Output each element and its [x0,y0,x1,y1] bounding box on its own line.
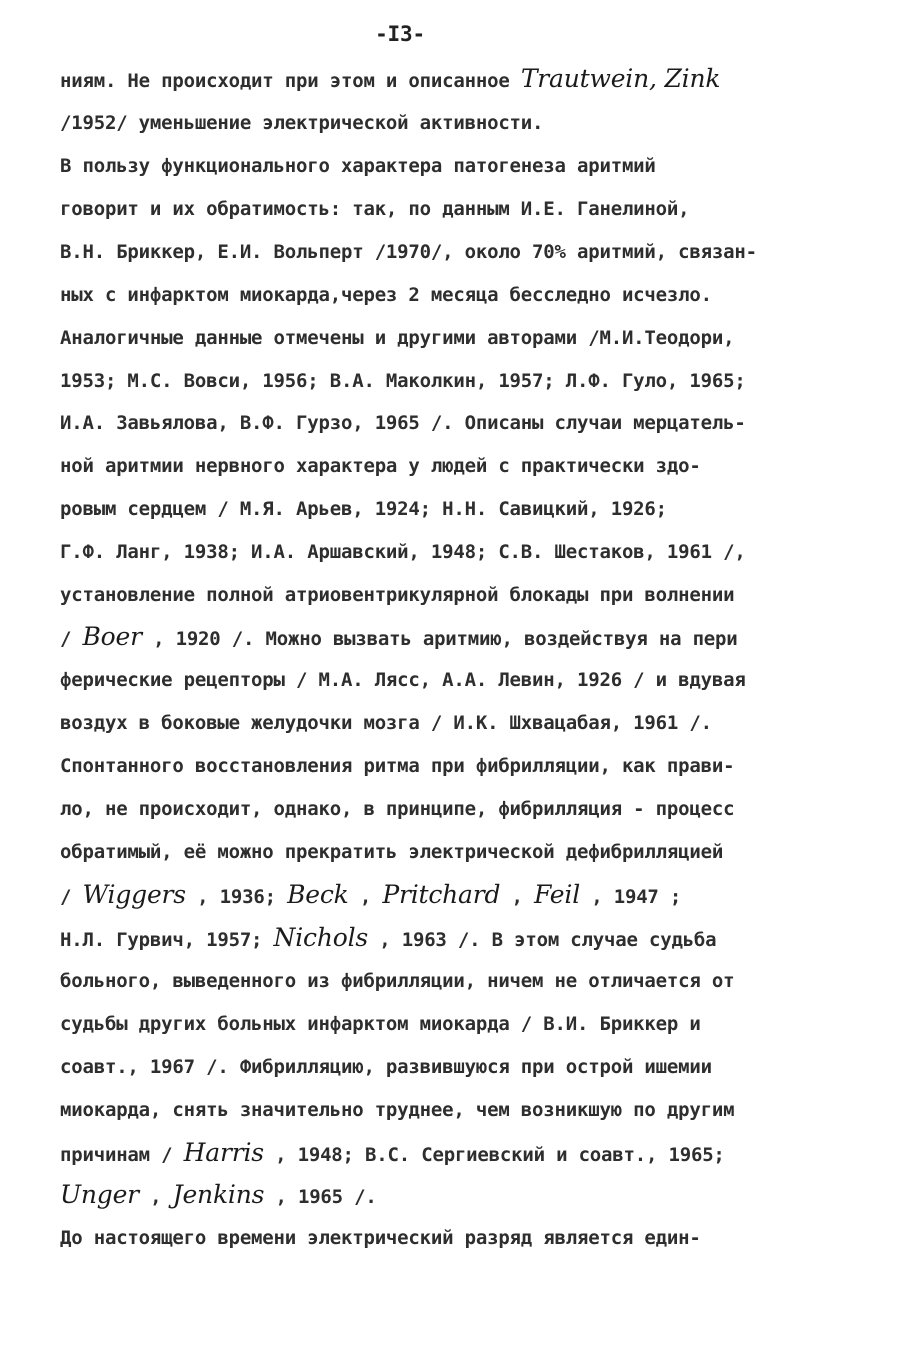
typed-text: , 1948; В.С. Сергиевский и соавт., 1965; [263,1144,725,1166]
handwritten-name: Boer [82,622,142,651]
text-line [60,968,734,994]
typed-text: , 1965 /. [264,1186,377,1208]
handwritten-name: Feil [534,880,580,909]
page-number: -I3- [375,22,425,46]
text-line [60,239,757,265]
text-line [60,624,738,652]
text-line [60,196,689,222]
typed-text: говорит и их обратимость: так, по данным И.Е. Ганелиной, [60,198,690,220]
typed-text: обратимый, её можно прекратить электрической дефибрилляцией [60,841,724,863]
text-line [60,1011,701,1037]
typed-text: И.А. Завьялова, В.Ф. Гурзо, 1965 /. Описаны случаи мерцатель- [60,412,746,434]
typed-text: установление полной атриовентрикулярной блокады при волнении [60,584,735,606]
typed-text: До настоящего времени электрический разряд является един- [60,1227,701,1249]
text-line [60,1140,725,1168]
typed-text: В.Н. Бриккер, Е.И. Вольперт /1970/, около 70% аритмий, связан- [60,241,757,263]
typed-text: Спонтанного восстановления ритма при фибрилляции, как прави- [60,755,735,777]
text-line [60,882,681,910]
text-line [60,710,712,736]
typed-text: , 1963 /. В этом случае судьба [368,929,717,951]
handwritten-name: Beck [287,880,349,909]
text-line [60,753,734,779]
text-line [60,368,746,394]
typed-text: ферические рецепторы / М.А. Лясс, А.А. Левин, 1926 / и вдувая [60,669,746,691]
typed-text: ной аритмии нервного характера у людей с практически здо- [60,455,701,477]
typed-text: / [60,886,83,908]
typed-text: ло, не происходит, однако, в принципе, фибрилляция - процесс [60,798,735,820]
text-line [60,410,746,436]
handwritten-name: Nichols [273,923,368,952]
text-line [60,325,734,351]
typed-text: , [138,1186,173,1208]
typed-text: больного, выведенного из фибрилляции, ничем не отличается от [60,970,735,992]
text-line [60,796,734,822]
typed-text: судьбы других больных инфарктом миокарда / В.И. Бриккер и [60,1013,701,1035]
text-line [60,496,667,522]
handwritten-name: Trautwein, Zink [520,64,721,93]
typed-text: миокарда, снять значительно труднее, чем возникшую по другим [60,1099,735,1121]
handwritten-name: Unger [60,1180,139,1209]
typed-text: , [500,886,535,908]
handwritten-name: Harris [183,1138,264,1167]
text-line [60,1054,712,1080]
text-line [60,1182,377,1210]
typed-text: / [60,628,83,650]
typed-text: /1952/ уменьшение электрической активности. [60,112,544,134]
handwritten-name: Pritchard [382,880,501,909]
typed-text: , 1920 /. Можно вызвать аритмию, воздействуя на пери [141,628,738,650]
typed-text: соавт., 1967 /. Фибрилляцию, развившуюся при острой ишемии [60,1056,712,1078]
handwritten-name: Jenkins [172,1180,265,1209]
handwritten-name: Wiggers [82,880,186,909]
typed-text: 1953; М.С. Вовси, 1956; В.А. Маколкин, 1957; Л.Ф. Гуло, 1965; [60,370,746,392]
text-line [60,1225,701,1251]
typed-text: , 1947 ; [580,886,682,908]
typed-text: Аналогичные данные отмечены и другими авторами /М.И.Теодори, [60,327,735,349]
text-line [60,66,720,94]
typed-text: , 1936; [185,886,288,908]
text-line [60,153,656,179]
text-line [60,839,723,865]
typed-text: причинам / [60,1144,184,1166]
typed-text: ных с инфарктом миокарда,через 2 месяца бесследно исчезло. [60,284,712,306]
text-line [60,453,701,479]
text-line [60,667,746,693]
typed-text: ровым сердцем / М.Я. Арьев, 1924; Н.Н. Савицкий, 1926; [60,498,667,520]
text-line [60,1097,734,1123]
typed-text: Н.Л. Гурвич, 1957; [60,929,274,951]
typed-text: воздух в боковые желудочки мозга / И.К. Шхвацабая, 1961 /. [60,712,712,734]
text-line [60,582,734,608]
text-line [60,539,746,565]
text-line [60,282,712,308]
typed-text: , [348,886,383,908]
text-line [60,925,716,953]
text-line [60,110,543,136]
typed-text: ниям. Не происходит при этом и описанное [60,70,521,92]
typed-text: Г.Ф. Ланг, 1938; И.А. Аршавский, 1948; С.В. Шестаков, 1961 /, [60,541,746,563]
typed-text: В пользу функционального характера патогенеза аритмий [60,155,656,177]
